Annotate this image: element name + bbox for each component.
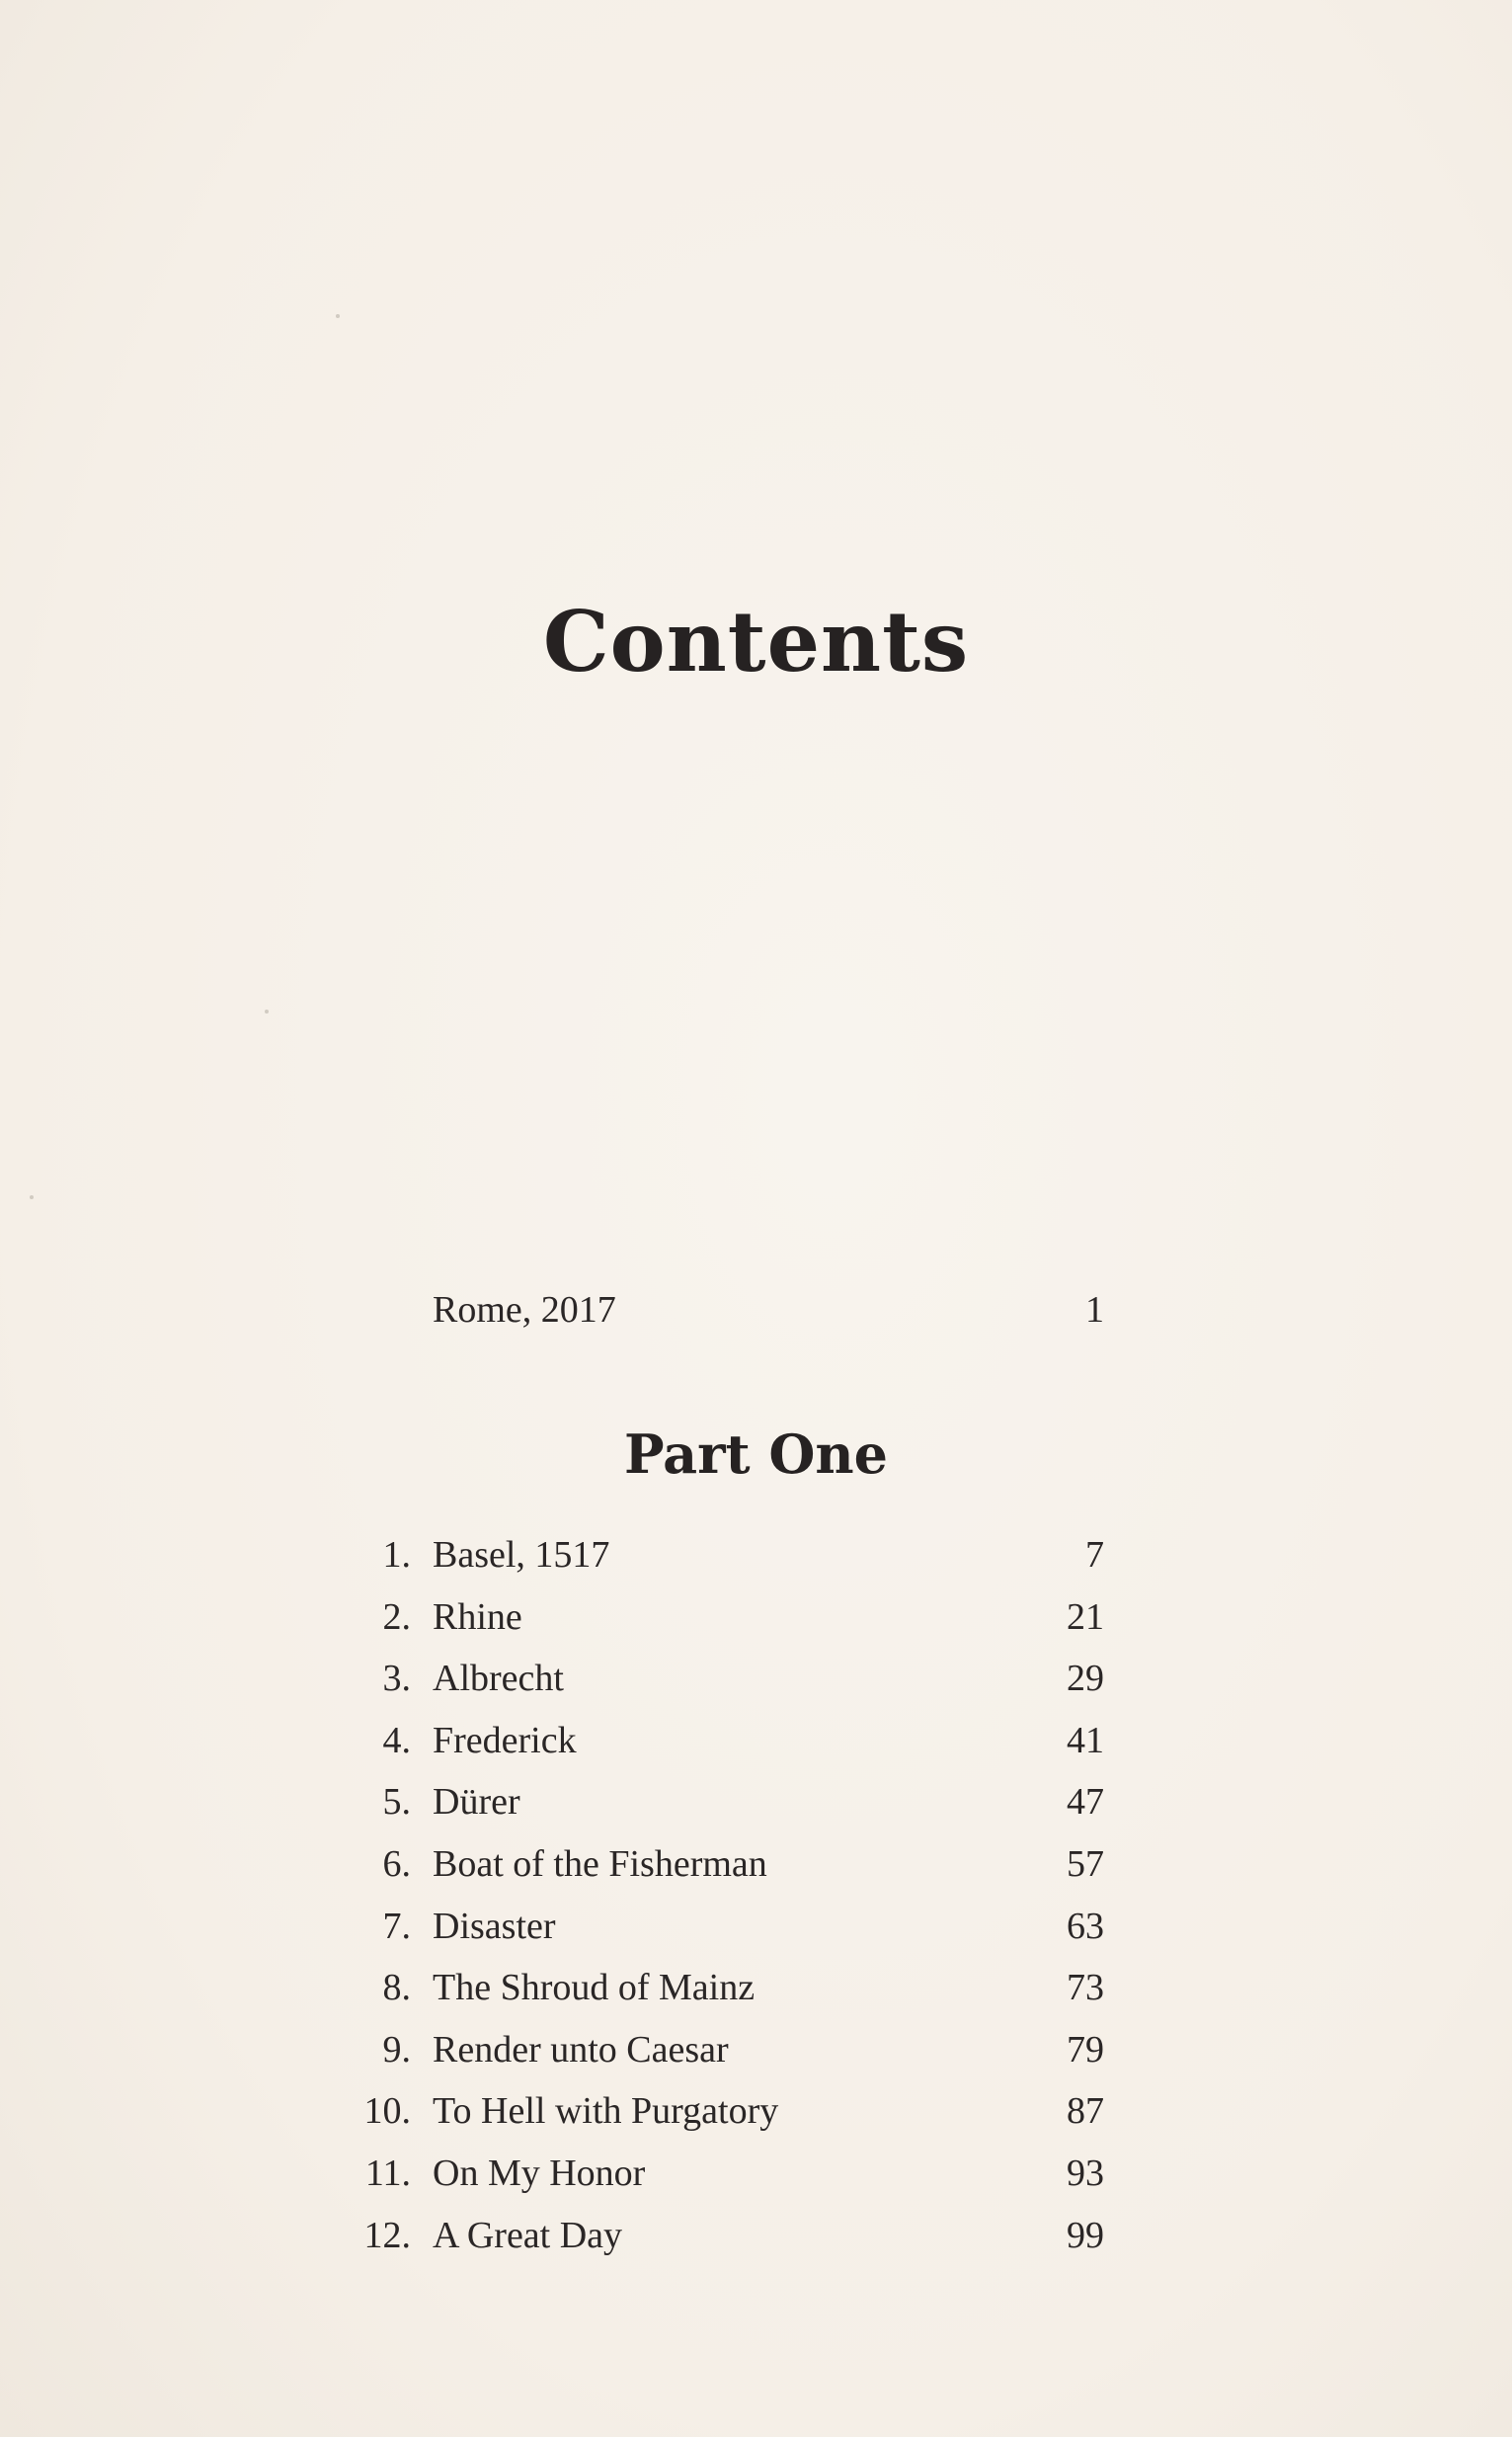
toc-entry-number: 5. (382, 1781, 411, 1823)
toc-entry-number: 1. (382, 1534, 411, 1576)
toc-entry-title: To Hell with Purgatory (433, 2090, 779, 2132)
toc-entry-number: 4. (382, 1720, 411, 1761)
toc-entry-title: Render unto Caesar (433, 2029, 729, 2071)
toc-entry-title: Basel, 1517 (433, 1534, 610, 1576)
toc-entry-title: Disaster (433, 1906, 556, 1947)
toc-entry[interactable] (0, 1524, 1512, 1585)
toc-entry[interactable] (0, 2080, 1512, 2142)
toc-entry[interactable] (0, 2205, 1512, 2266)
toc-entry-number: 12. (363, 2215, 411, 2256)
toc-entry[interactable] (0, 1896, 1512, 1957)
toc-entry-page: 73 (1067, 1967, 1104, 2008)
toc-entry[interactable] (0, 1957, 1512, 2018)
toc-entry-page: 87 (1067, 2090, 1104, 2132)
toc-entry-number: 3. (382, 1658, 411, 1699)
toc-entry-number: 11. (364, 2153, 411, 2194)
toc-entry[interactable] (0, 1586, 1512, 1648)
toc-entry-page: 57 (1067, 1843, 1104, 1885)
toc-entry-title: The Shroud of Mainz (433, 1967, 756, 2008)
toc-entry-page: 21 (1067, 1596, 1104, 1638)
toc-entry-title: Rome, 2017 (433, 1289, 616, 1331)
toc-entry[interactable] (0, 2143, 1512, 2204)
toc-entry-title: Boat of the Fisherman (433, 1843, 767, 1885)
toc-entry-number: 6. (382, 1843, 411, 1885)
toc-entry-page: 63 (1067, 1906, 1104, 1947)
toc-entry-title: On My Honor (433, 2153, 646, 2194)
toc-entry-page: 7 (1085, 1534, 1104, 1576)
part-heading: Part One (624, 1422, 888, 1486)
toc-entry-page: 79 (1067, 2029, 1104, 2071)
toc-entry-page: 47 (1067, 1781, 1104, 1823)
toc-entry-title: Albrecht (433, 1658, 564, 1699)
toc-entry[interactable] (0, 1833, 1512, 1895)
toc-entry-title: Frederick (433, 1720, 577, 1761)
toc-entry-page: 93 (1067, 2153, 1104, 2194)
toc-entry-number: 10. (363, 2090, 411, 2132)
toc-entry-page: 29 (1067, 1658, 1104, 1699)
toc-entry[interactable] (0, 1771, 1512, 1832)
toc-entry-title: Dürer (433, 1781, 520, 1823)
toc-entry-number: 8. (382, 1967, 411, 2008)
toc-entry-title: A Great Day (433, 2215, 623, 2256)
toc-entry[interactable] (0, 1648, 1512, 1709)
toc-entry-number: 2. (382, 1596, 411, 1638)
contents-title: Contents (542, 593, 970, 690)
toc-entry-page: 41 (1067, 1720, 1104, 1761)
toc-entry-page: 1 (1085, 1289, 1104, 1331)
toc-entry[interactable] (0, 1710, 1512, 1771)
toc-entry-number: 9. (382, 2029, 411, 2071)
toc-entry-page: 99 (1067, 2215, 1104, 2256)
toc-entry[interactable] (0, 2019, 1512, 2080)
toc-entry-title: Rhine (433, 1596, 522, 1638)
toc-entry-number: 7. (382, 1906, 411, 1947)
